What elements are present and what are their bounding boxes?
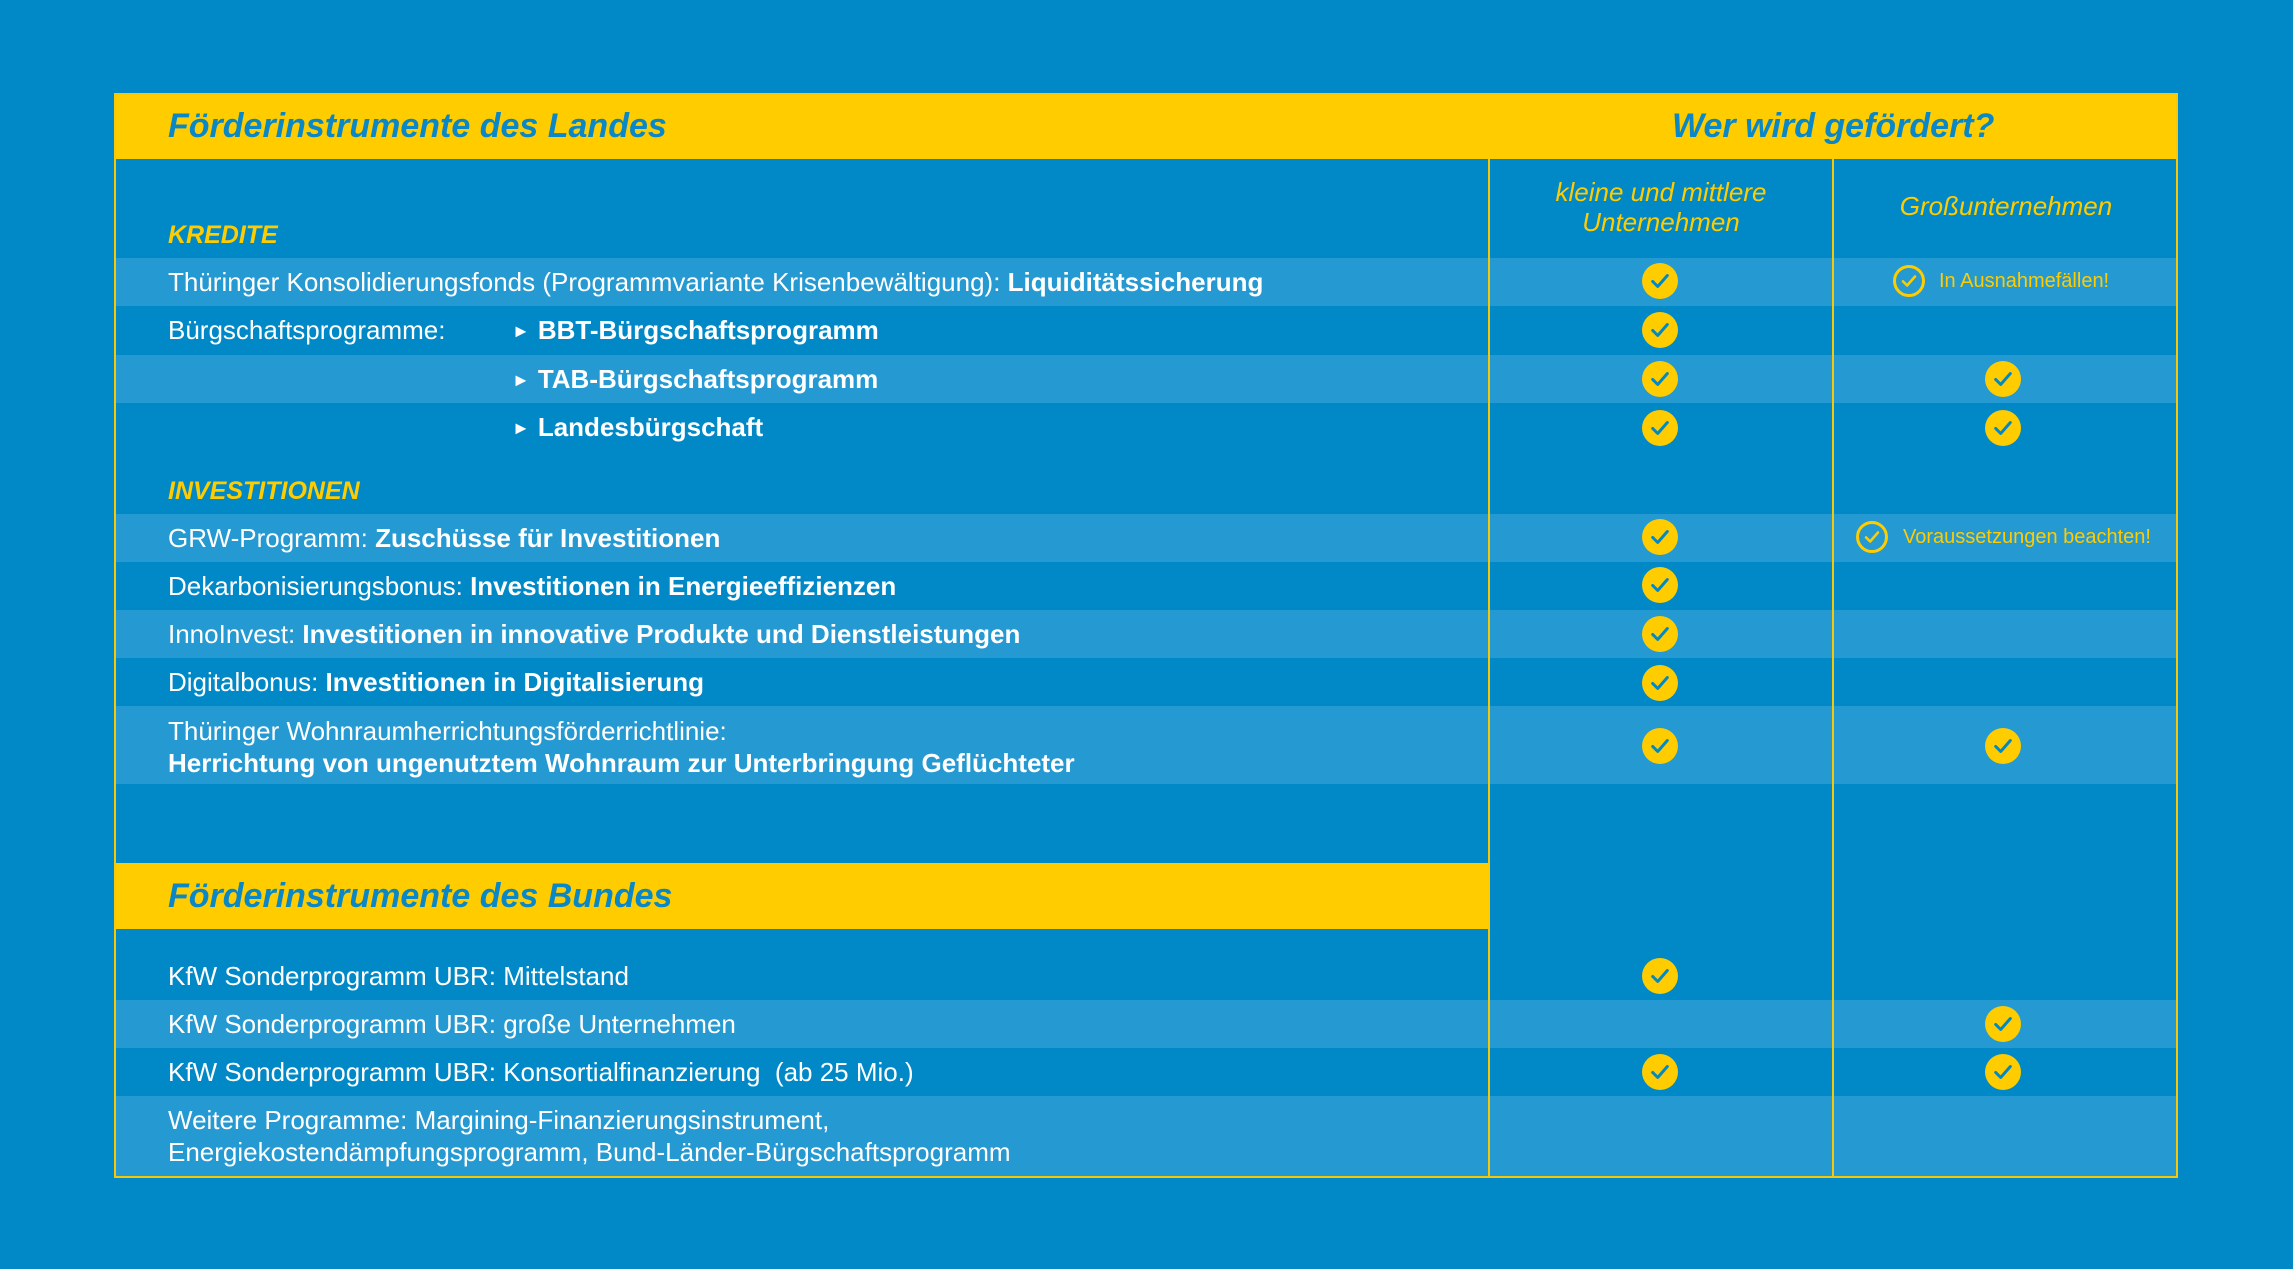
row-prefix: GRW-Programm: xyxy=(168,523,376,553)
check-icon xyxy=(1642,665,1678,701)
check-icon xyxy=(1642,728,1678,764)
note-ausnahmefaelle: In Ausnahmefällen! xyxy=(1939,270,2110,292)
check-icon xyxy=(1642,263,1678,299)
row-digitalbonus xyxy=(168,666,704,698)
who-title: Wer wird gefördert? xyxy=(1672,107,1995,145)
row-dekarbonisierung xyxy=(168,570,896,602)
check-icon xyxy=(1985,728,2021,764)
row-bold: Investitionen in innovative Produkte und Dienstleistungen xyxy=(302,619,1021,649)
outlined-check-icon xyxy=(1893,265,1925,297)
row-prefix: InnoInvest: xyxy=(168,619,303,649)
bund-title: Förderinstrumente des Bundes xyxy=(168,877,673,915)
row-prefix: Dekarbonisierungsbonus: xyxy=(168,571,471,601)
column-header-kmu-line2: Unternehmen xyxy=(1582,207,1740,237)
check-icon xyxy=(1642,361,1678,397)
row-bold: Herrichtung von ungenutztem Wohnraum zur Unterbringung Geflüchteter xyxy=(168,748,1075,778)
row-kfw-grosse: KfW Sonderprogramm UBR: große Unternehmen xyxy=(168,1009,736,1039)
row-wohnraum xyxy=(168,715,1075,779)
row-buergschaftsprogramme-label: Bürgschaftsprogramme: xyxy=(168,315,446,345)
row-weitere-programme xyxy=(168,1104,1011,1168)
check-icon xyxy=(1642,567,1678,603)
row-bold: Landesbürgschaft xyxy=(537,412,764,442)
row-konsolidierungsfonds xyxy=(168,266,1263,298)
row-line2: Energiekostendämpfungsprogramm, Bund-Länder-Bürgschaftsprogramm xyxy=(168,1137,1011,1167)
row-bold: Liquiditätssicherung xyxy=(1007,267,1264,297)
check-icon xyxy=(1642,312,1678,348)
check-icon xyxy=(1642,519,1678,555)
check-icon xyxy=(1985,410,2021,446)
bullet-arrow-icon: ► xyxy=(512,418,530,438)
row-prefix: Thüringer Konsolidierungsfonds (Programmvariante Krisenbewältigung): xyxy=(168,267,1008,297)
column-header-kmu xyxy=(1490,177,1832,237)
bullet-arrow-icon: ► xyxy=(512,321,530,341)
row-bbt xyxy=(512,314,879,347)
row-line1: Thüringer Wohnraumherrichtungsförderrichtlinie: xyxy=(168,716,727,746)
row-kfw-mittelstand: KfW Sonderprogramm UBR: Mittelstand xyxy=(168,961,629,991)
check-icon xyxy=(1642,1054,1678,1090)
row-tab xyxy=(512,363,878,396)
row-innoinvest xyxy=(168,618,1020,650)
note-voraussetzungen: Voraussetzungen beachten! xyxy=(1903,526,2151,548)
section-kredite: KREDITE xyxy=(168,221,278,249)
section-investitionen: INVESTITIONEN xyxy=(168,477,360,505)
check-icon xyxy=(1642,616,1678,652)
row-grw xyxy=(168,522,720,554)
column-divider xyxy=(1488,929,1490,1178)
row-bold: Investitionen in Digitalisierung xyxy=(325,667,705,697)
row-bold: BBT-Bürgschaftsprogramm xyxy=(537,315,879,345)
row-bold: Zuschüsse für Investitionen xyxy=(375,523,721,553)
row-bold: TAB-Bürgschaftsprogramm xyxy=(537,364,879,394)
bullet-arrow-icon: ► xyxy=(512,370,530,390)
row-bold: Investitionen in Energieeffizienzen xyxy=(470,571,897,601)
column-divider xyxy=(1832,159,1834,1178)
check-icon xyxy=(1985,1054,2021,1090)
check-icon xyxy=(1985,361,2021,397)
column-header-kmu-line1: kleine und mittlere xyxy=(1555,177,1767,207)
row-prefix: Digitalbonus: xyxy=(168,667,326,697)
check-icon xyxy=(1985,1006,2021,1042)
land-title: Förderinstrumente des Landes xyxy=(168,107,667,145)
check-icon xyxy=(1642,410,1678,446)
column-divider xyxy=(1488,159,1490,863)
outlined-check-icon xyxy=(1856,521,1888,553)
row-landesbuergschaft xyxy=(512,411,763,444)
check-icon xyxy=(1642,958,1678,994)
row-line1: Weitere Programme: Margining-Finanzierungsinstrument, xyxy=(168,1105,830,1135)
column-header-gross: Großunternehmen xyxy=(1899,191,2113,221)
row-kfw-konsortial: KfW Sonderprogramm UBR: Konsortialfinanzierung (ab 25 Mio.) xyxy=(168,1057,914,1087)
